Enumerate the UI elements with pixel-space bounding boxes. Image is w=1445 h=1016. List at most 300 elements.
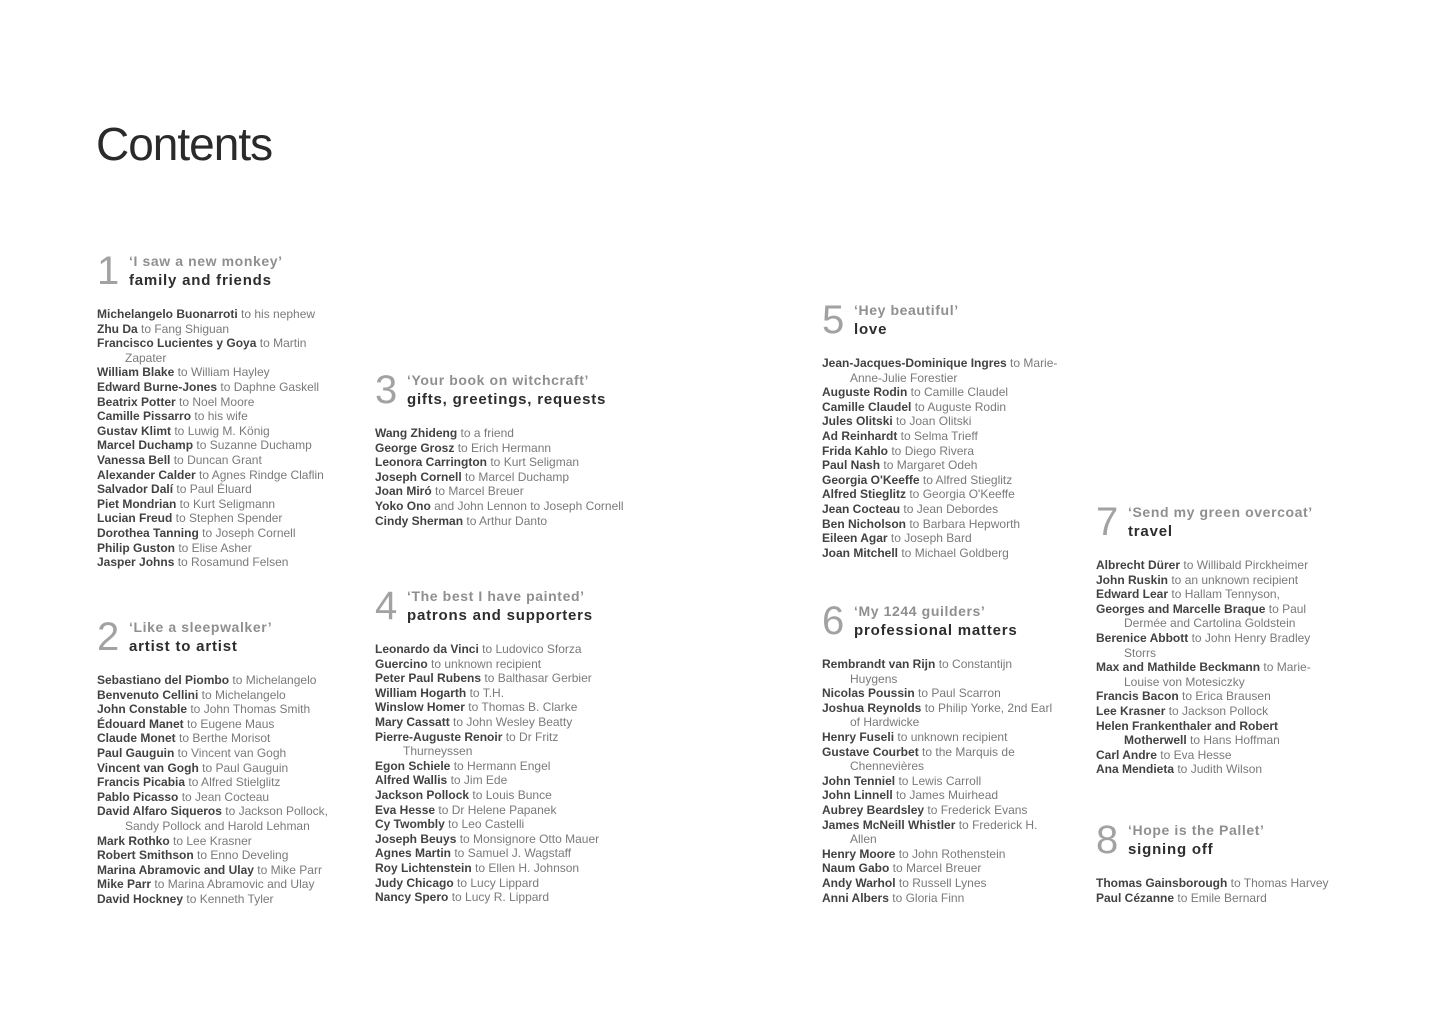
section-professional-matters	[822, 599, 1061, 905]
entry-recipient: to Kenneth Tyler	[183, 891, 274, 906]
entry-row	[822, 414, 1062, 429]
section-quote: ‘I saw a new monkey’	[129, 253, 283, 269]
entry-recipient: to an unknown recipient	[1168, 572, 1299, 587]
entry-recipient: to Paul Scarron	[914, 686, 1001, 701]
entry-recipient: to Luwig M. König	[171, 423, 270, 438]
entry-name: David Hockney	[97, 891, 184, 906]
section-header	[822, 599, 1061, 643]
section-header	[375, 584, 617, 628]
entry-name: Joan Miró	[375, 484, 432, 499]
entry-name: Helen Frankenthaler and Robert Motherwell	[1096, 718, 1279, 748]
entry-name: Francisco Lucientes y Goya	[97, 336, 257, 351]
section-subtitle: patrons and supporters	[407, 607, 593, 624]
entry-recipient: to Lucy R. Lippard	[448, 890, 550, 905]
entry-row	[375, 484, 625, 499]
entry-name: Judy Chicago	[375, 875, 454, 890]
entry-name: Auguste Rodin	[822, 385, 908, 400]
entry-recipient: to Dr Fritz Thurneyssen	[403, 729, 559, 759]
entry-recipient: to Barbara Hepworth	[906, 516, 1021, 531]
section-subtitle: family and friends	[129, 272, 272, 289]
section-heading-text	[407, 588, 593, 625]
entry-recipient: to Martin Zapater	[125, 336, 307, 365]
entry-row	[1096, 762, 1332, 777]
entry-name: Nicolas Poussin	[822, 686, 915, 701]
entry-row	[97, 511, 347, 526]
section-number: 7	[1096, 500, 1119, 544]
entry-name: Edward Lear	[1096, 587, 1169, 602]
entries-list	[375, 426, 625, 528]
entry-recipient: to William Hayley	[174, 365, 270, 380]
entry-recipient: to Joseph Cornell	[198, 525, 296, 540]
entry-name: Roy Lichtenstein	[375, 860, 472, 875]
entry-recipient: to Emile Bernard	[1174, 890, 1267, 905]
entry-name: John Linnell	[822, 788, 893, 803]
entry-row	[1096, 587, 1332, 602]
section-header	[1096, 818, 1346, 862]
entry-row	[97, 731, 353, 746]
entry-row	[375, 686, 617, 701]
entry-name: Henry Moore	[822, 846, 896, 861]
page-title: Contents	[96, 117, 273, 170]
entry-recipient: to unknown recipient	[894, 729, 1008, 744]
entry-name: Vincent van Gogh	[97, 760, 199, 775]
entry-row	[97, 453, 347, 468]
entry-name: Paul Cézanne	[1096, 890, 1175, 905]
entry-recipient: to Dr Helene Papanek	[435, 802, 557, 817]
section-subtitle: artist to artist	[129, 638, 238, 655]
entry-name: Marcel Duchamp	[97, 438, 194, 453]
entry-recipient: to Duncan Grant	[170, 452, 262, 467]
entry-name: Alfred Wallis	[375, 773, 448, 788]
entry-recipient: to Vincent van Gogh	[174, 745, 287, 760]
entry-name: Ad Reinhardt	[822, 428, 898, 443]
section-quote: ‘The best I have painted’	[407, 588, 585, 604]
entry-row	[822, 847, 1061, 862]
entry-name: Camille Claudel	[822, 399, 912, 414]
entry-recipient: to Thomas B. Clarke	[464, 700, 578, 715]
entry-name: Agnes Martin	[375, 846, 452, 861]
entry-name: Joshua Reynolds	[822, 700, 922, 715]
entry-row	[1096, 719, 1332, 748]
section-subtitle: gifts, greetings, requests	[407, 391, 607, 408]
entry-name: Jules Olitski	[822, 414, 893, 429]
entry-row	[97, 746, 353, 761]
entry-name: Leonardo da Vinci	[375, 642, 479, 656]
entry-row	[375, 657, 617, 672]
entry-name: Cy Twombly	[375, 817, 445, 832]
entry-recipient: to Hermann Engel	[450, 758, 551, 773]
section-subtitle: love	[854, 321, 888, 338]
section-signing-off	[1096, 818, 1346, 905]
section-header	[375, 368, 625, 412]
entry-recipient: to Camille Claudel	[907, 385, 1009, 400]
section-number: 8	[1096, 818, 1119, 862]
entry-recipient: to Agnes Rindge Claflin	[195, 467, 324, 482]
entry-name: Yoko Ono	[375, 498, 431, 513]
entry-name: Robert Smithson	[97, 848, 194, 863]
entry-name: Naum Gabo	[822, 861, 890, 876]
entry-name: Vanessa Bell	[97, 452, 171, 467]
entry-row	[375, 788, 617, 803]
entry-name: Francis Bacon	[1096, 689, 1179, 704]
entry-row	[97, 365, 347, 380]
entry-recipient: to Auguste Rodin	[911, 399, 1007, 414]
entry-recipient: to Erica Brausen	[1178, 689, 1271, 704]
entry-row	[822, 686, 1061, 701]
entry-recipient: to Jackson Pollock, Sandy Pollock and Harold Lehman	[125, 804, 328, 833]
entry-row	[97, 804, 353, 833]
section-heading-text	[1128, 504, 1313, 541]
entry-recipient: to Louis Bunce	[469, 787, 552, 802]
entry-row	[1096, 704, 1332, 719]
entry-row	[97, 380, 347, 395]
section-love	[822, 298, 1062, 560]
entry-name: Rembrandt van Rijn	[822, 657, 936, 671]
entry-row	[822, 745, 1061, 774]
entry-row	[822, 356, 1062, 385]
entry-name: David Alfaro Siqueros	[97, 804, 222, 819]
entry-name: Guercino	[375, 656, 428, 671]
entry-row	[822, 473, 1062, 488]
entry-name: Salvador Dalí	[97, 482, 174, 497]
entry-row	[1096, 558, 1332, 573]
entry-row	[1096, 602, 1332, 631]
entry-recipient: to Willibald Pirckheimer	[1180, 558, 1309, 572]
entry-row	[1096, 660, 1332, 689]
entry-recipient: to Noel Moore	[175, 394, 255, 409]
entry-name: Leonora Carrington	[375, 455, 488, 470]
entry-recipient: to Leo Castelli	[444, 817, 525, 832]
entry-row	[375, 817, 617, 832]
entry-recipient: to Joan Olitski	[892, 414, 972, 429]
entry-name: Andy Warhol	[822, 875, 896, 890]
entry-row	[97, 702, 353, 717]
entry-name: Henry Fuseli	[822, 729, 895, 744]
entry-row	[375, 773, 617, 788]
entry-recipient: to Hans Hoffman	[1186, 733, 1280, 748]
entry-recipient: to Constantijn Huygens	[850, 657, 1013, 686]
entry-row	[822, 891, 1061, 906]
entry-recipient: to Paul Éluard	[173, 482, 252, 497]
entry-recipient: to Georgia O'Keeffe	[906, 487, 1015, 502]
entry-row	[822, 385, 1062, 400]
entry-row	[375, 715, 617, 730]
section-travel	[1096, 500, 1332, 777]
entry-row	[1096, 891, 1346, 906]
section-number: 6	[822, 599, 845, 643]
entries-list	[822, 657, 1061, 905]
entry-recipient: to Michelangelo	[198, 687, 286, 702]
entry-recipient: to Fang Shiguan	[137, 321, 230, 336]
entry-row	[97, 468, 347, 483]
entry-recipient: to Jackson Pollock	[1165, 703, 1269, 718]
entry-name: Frida Kahlo	[822, 443, 889, 458]
section-heading-text	[129, 619, 272, 656]
entry-row	[375, 426, 625, 441]
entry-row	[822, 861, 1061, 876]
entry-row	[97, 834, 353, 849]
entry-row	[1096, 573, 1332, 588]
section-subtitle: signing off	[1128, 841, 1214, 858]
entry-recipient: to Lee Krasner	[169, 833, 252, 848]
entries-list	[822, 356, 1062, 560]
entry-row	[97, 761, 353, 776]
entry-name: Jean Cocteau	[822, 501, 901, 516]
entry-name: Joan Mitchell	[822, 545, 899, 560]
entries-list	[97, 673, 353, 907]
entry-recipient: to his wife	[191, 409, 248, 424]
entry-name: Ana Mendieta	[1096, 762, 1175, 777]
entry-recipient: to Michael Goldberg	[898, 545, 1009, 560]
entry-recipient: to Ellen H. Johnson	[471, 860, 580, 875]
entry-row	[822, 458, 1062, 473]
entries-list	[1096, 876, 1346, 905]
entry-recipient: to Marcel Duchamp	[461, 469, 570, 484]
entry-name: Benvenuto Cellini	[97, 687, 199, 702]
entry-name: Zhu Da	[97, 321, 138, 336]
entry-row	[97, 717, 353, 732]
section-number: 3	[375, 368, 398, 412]
entry-name: Jackson Pollock	[375, 787, 470, 802]
entry-name: George Grosz	[375, 440, 455, 455]
entry-name: Dorothea Tanning	[97, 525, 199, 540]
entry-row	[375, 455, 625, 470]
entry-name: Winslow Homer	[375, 700, 465, 715]
entry-recipient: to Erich Hermann	[454, 440, 552, 455]
entry-name: John Constable	[97, 702, 188, 717]
section-number: 1	[97, 249, 120, 293]
entry-name: Mary Cassatt	[375, 714, 450, 729]
entry-recipient: to Balthasar Gerbier	[481, 671, 592, 686]
entry-name: Alexander Calder	[97, 467, 196, 482]
section-artist-to-artist	[97, 615, 353, 907]
entry-recipient: to Marina Abramovic and Ulay	[151, 877, 315, 892]
entry-row	[97, 555, 347, 570]
entry-recipient: to Suzanne Duchamp	[193, 438, 312, 453]
entry-recipient: to Frederick H. Allen	[850, 817, 1038, 847]
entry-name: Lucian Freud	[97, 511, 173, 526]
entry-recipient: to Rosamund Felsen	[174, 555, 289, 570]
section-number: 5	[822, 298, 845, 342]
entry-row	[822, 774, 1061, 789]
entry-name: Joseph Beuys	[375, 831, 457, 846]
entry-name: Anni Albers	[822, 890, 889, 905]
section-gifts-greetings-requests	[375, 368, 625, 528]
entry-recipient: to Kurt Seligman	[487, 455, 580, 470]
entry-row	[1096, 876, 1346, 891]
entry-row	[375, 642, 617, 657]
entry-recipient: to Marie-Anne-Julie Forestier	[850, 356, 1058, 385]
entry-row	[375, 441, 625, 456]
entry-name: Egon Schiele	[375, 758, 451, 773]
entry-row	[97, 409, 347, 424]
entry-row	[375, 890, 617, 905]
entry-recipient: to Philip Yorke, 2nd Earl of Hardwicke	[850, 700, 1053, 730]
entry-recipient: to Marcel Breuer	[431, 484, 524, 499]
entry-recipient: to Frederick Evans	[924, 802, 1028, 817]
section-quote: ‘Send my green overcoat’	[1128, 504, 1313, 520]
entry-row	[1096, 748, 1332, 763]
entry-row	[822, 701, 1061, 730]
section-quote: ‘Hope is the Pallet’	[1128, 822, 1265, 838]
entry-row	[822, 818, 1061, 847]
entry-row	[1096, 689, 1332, 704]
entry-name: Lee Krasner	[1096, 703, 1166, 718]
section-quote: ‘My 1244 guilders’	[854, 603, 986, 619]
entry-name: Eileen Agar	[822, 531, 888, 546]
entry-row	[822, 502, 1062, 517]
entry-row	[375, 832, 617, 847]
entry-recipient: to John Thomas Smith	[187, 702, 311, 717]
entry-name: Max and Mathilde Beckmann	[1096, 660, 1261, 675]
entry-recipient: to Monsignore Otto Mauer	[456, 831, 600, 846]
entry-recipient: to Hallam Tennyson,	[1168, 587, 1280, 602]
entry-name: Georgia O'Keeffe	[822, 472, 920, 487]
entry-name: Francis Picabia	[97, 775, 186, 790]
section-heading-text	[854, 302, 959, 339]
entry-row	[97, 892, 353, 907]
entry-name: William Blake	[97, 365, 175, 380]
entry-recipient: to Judith Wilson	[1174, 762, 1263, 777]
entry-row	[97, 848, 353, 863]
entry-name: Nancy Spero	[375, 890, 449, 905]
entry-recipient: to Paul Dermée and Cartolina Goldstein	[1124, 601, 1307, 631]
entry-name: Jean-Jacques-Dominique Ingres	[822, 356, 1007, 370]
entry-recipient: to Marie-Louise von Motesiczky	[1124, 660, 1311, 689]
entry-row	[375, 861, 617, 876]
section-header	[97, 615, 353, 659]
section-family-and-friends	[97, 249, 347, 570]
entry-recipient: to John Henry Bradley Storrs	[1124, 630, 1311, 660]
entry-row	[375, 499, 625, 514]
entry-recipient: to Selma Trieff	[897, 428, 978, 443]
entry-recipient: and John Lennon to Joseph Cornell	[430, 498, 624, 513]
section-heading-text	[407, 372, 606, 409]
entry-name: William Hogarth	[375, 685, 467, 700]
entry-recipient: to Daphne Gaskell	[217, 379, 320, 394]
section-header	[97, 249, 347, 293]
entry-name: Albrecht Dürer	[1096, 558, 1181, 572]
entry-name: Georges and Marcelle Braque	[1096, 601, 1266, 616]
entry-row	[375, 846, 617, 861]
entry-name: Michelangelo Buonarroti	[97, 307, 238, 321]
entry-row	[375, 700, 617, 715]
entry-name: Paul Nash	[822, 458, 881, 473]
entry-recipient: to Michelangelo	[229, 673, 317, 687]
entry-row	[375, 470, 625, 485]
entry-name: Jasper Johns	[97, 555, 175, 570]
entry-recipient: to Mike Parr	[253, 862, 322, 877]
entry-recipient: to Ludovico Sforza	[478, 642, 582, 656]
entry-name: Gustave Courbet	[822, 744, 919, 759]
entry-recipient: to Arthur Danto	[463, 513, 548, 528]
entry-row	[97, 775, 353, 790]
entry-recipient: to Gloria Finn	[888, 890, 965, 905]
entry-recipient: to the Marquis de Chennevières	[850, 744, 1015, 774]
entry-row	[97, 395, 347, 410]
entry-recipient: to Diego Rivera	[888, 443, 975, 458]
entry-row	[97, 307, 347, 322]
entry-name: Camille Pissarro	[97, 409, 192, 424]
entry-recipient: to a friend	[457, 426, 514, 440]
entry-row	[822, 400, 1062, 415]
entry-row	[97, 877, 353, 892]
entry-name: Aubrey Beardsley	[822, 802, 925, 817]
entry-name: James McNeill Whistler	[822, 817, 956, 832]
entry-row	[822, 487, 1062, 502]
section-heading-text	[1128, 822, 1264, 859]
entry-row	[97, 541, 347, 556]
entry-recipient: to Margaret Odeh	[880, 458, 978, 473]
entry-row	[97, 790, 353, 805]
entry-recipient: to Jim Ede	[447, 773, 508, 788]
entry-name: Joseph Cornell	[375, 469, 462, 484]
entry-recipient: to Lewis Carroll	[895, 773, 982, 788]
entry-name: Peter Paul Rubens	[375, 671, 482, 686]
entry-row	[97, 688, 353, 703]
entry-recipient: to Russell Lynes	[895, 875, 987, 890]
section-header	[1096, 500, 1332, 544]
entry-name: John Ruskin	[1096, 572, 1169, 587]
entry-row	[822, 657, 1061, 686]
entry-recipient: to Alfred Stielglitz	[185, 775, 281, 790]
entry-name: Berenice Abbott	[1096, 630, 1189, 645]
entry-name: Piet Mondrian	[97, 496, 177, 511]
entry-row	[822, 531, 1062, 546]
entry-row	[822, 546, 1062, 561]
entry-name: Pierre-Auguste Renoir	[375, 729, 503, 744]
entry-name: Claude Monet	[97, 731, 176, 746]
entry-row	[97, 673, 353, 688]
entry-recipient: to Kurt Seligmann	[176, 496, 276, 511]
entry-recipient: to Paul Gauguin	[198, 760, 289, 775]
entry-recipient: to Thomas Harvey	[1227, 876, 1329, 890]
entry-name: Alfred Stieglitz	[822, 487, 907, 502]
entry-recipient: to Enno Develing	[193, 848, 289, 863]
section-subtitle: travel	[1128, 523, 1173, 540]
entry-name: Cindy Sherman	[375, 513, 464, 528]
entry-name: Edward Burne-Jones	[97, 379, 218, 394]
entry-row	[97, 482, 347, 497]
entry-recipient: to unknown recipient	[427, 656, 542, 671]
entries-list	[375, 642, 617, 905]
entry-row	[375, 671, 617, 686]
entry-row	[97, 497, 347, 512]
section-header	[822, 298, 1062, 342]
entry-row	[822, 429, 1062, 444]
entry-row	[375, 876, 617, 891]
entry-name: Carl Andre	[1096, 747, 1157, 762]
entry-name: Eva Hesse	[375, 802, 436, 817]
section-heading-text	[854, 603, 1018, 640]
section-subtitle: professional matters	[854, 622, 1018, 639]
section-heading-text	[129, 253, 283, 290]
entry-recipient: to John Rothenstein	[895, 846, 1006, 861]
entry-recipient: to his nephew	[237, 307, 316, 321]
entry-row	[822, 803, 1061, 818]
entry-row	[375, 803, 617, 818]
entry-recipient: to Joseph Bard	[887, 531, 972, 546]
section-number: 2	[97, 615, 120, 659]
entry-recipient: to Eva Hesse	[1156, 747, 1232, 762]
section-patrons-and-supporters	[375, 584, 617, 905]
entry-name: Gustav Klimt	[97, 423, 172, 438]
entry-row	[822, 517, 1062, 532]
section-quote: ‘Hey beautiful’	[854, 302, 959, 318]
entry-name: Mike Parr	[97, 877, 152, 892]
entry-name: Pablo Picasso	[97, 789, 179, 804]
entry-recipient: to Samuel J. Wagstaff	[451, 846, 572, 861]
